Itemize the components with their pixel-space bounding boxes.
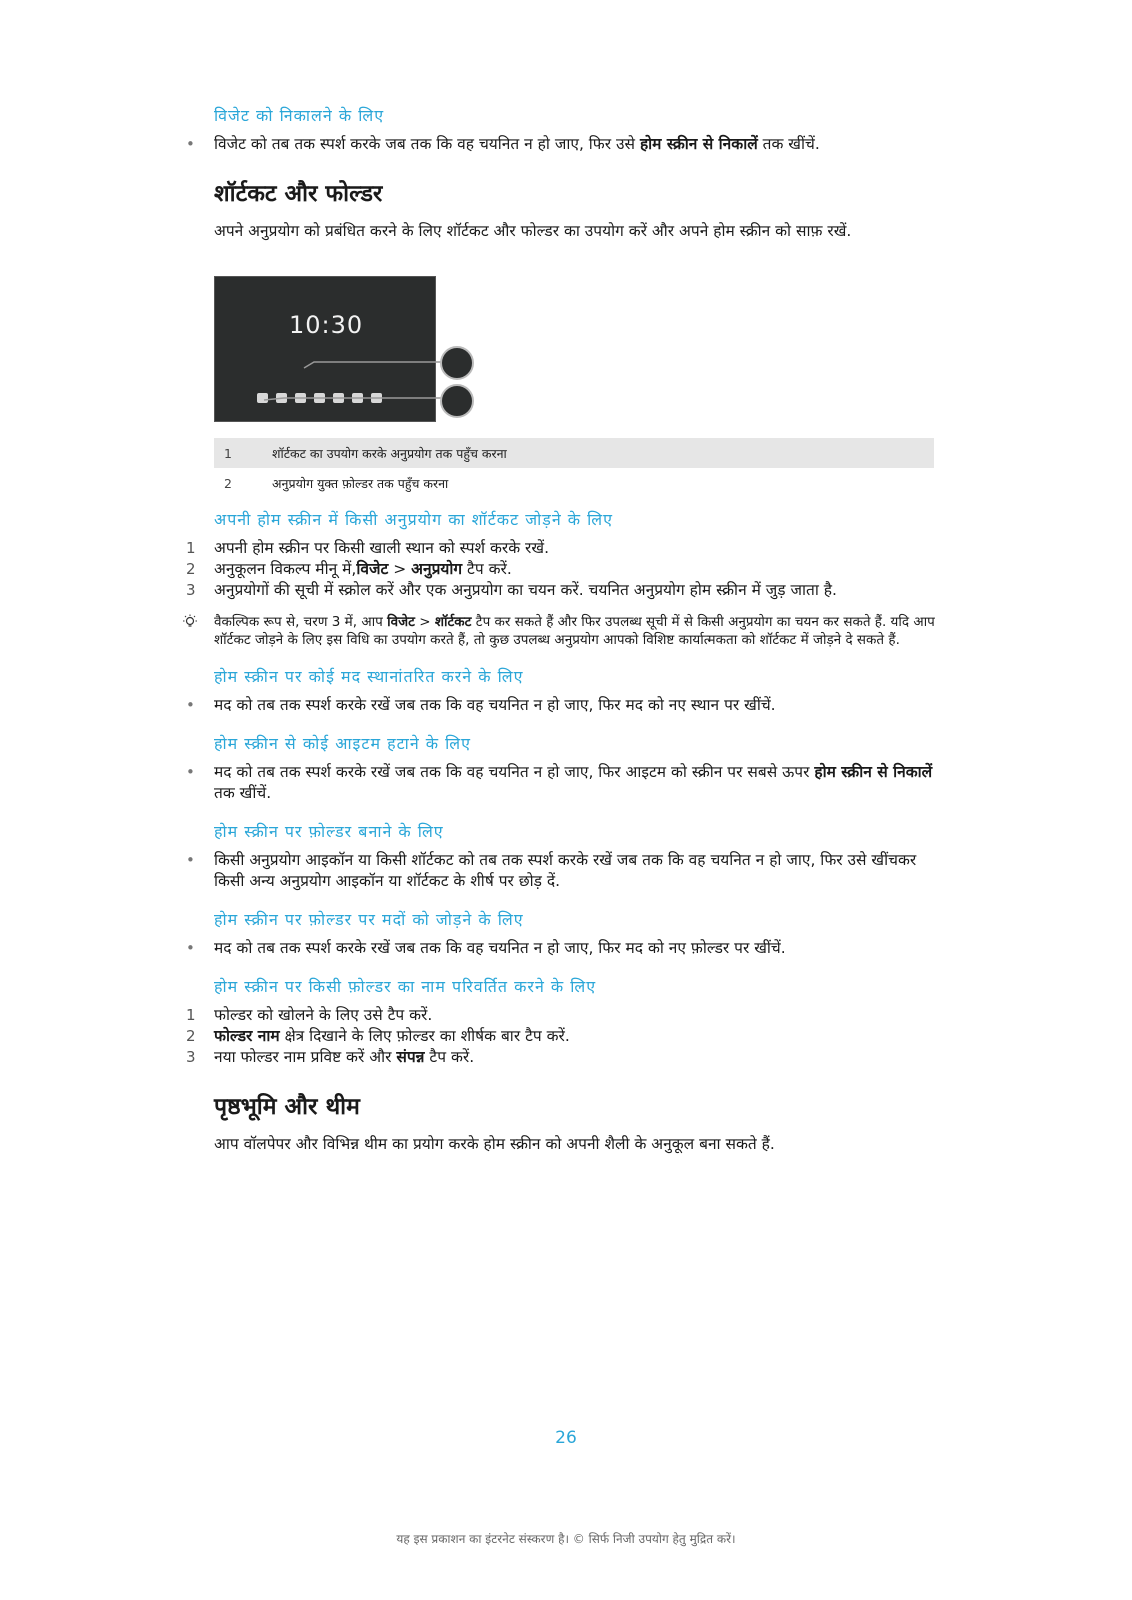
add-to-folder-heading: होम स्क्रीन पर फ़ोल्डर पर मदों को जोड़ने के लिए (214, 910, 524, 929)
add-to-folder-bullet (186, 938, 944, 959)
legend-row (214, 438, 934, 468)
step-text-end: टैप करें. (462, 560, 512, 578)
bullet-dot-icon: • (186, 851, 195, 869)
step-text: अनुप्रयोगों की सूची में स्क्रोल करें और एक अनुप्रयोग का चयन करें. चयनित अनुप्रयोग होम स्क्रीन में जुड़ जाता है. (214, 581, 837, 599)
step-text-end: क्षेत्र दिखाने के लिए फ़ोल्डर का शीर्षक बार टैप करें. (279, 1027, 570, 1045)
bullet-dot-icon: • (186, 763, 195, 781)
tip-text-end: टैप कर सकते हैं और फिर उपलब्ध सूची में से किसी अनुप्रयोग का चयन कर सकते हैं. यदि आप शॉर्टकट जोड़ने के लिए इस विधि का उपयोग करते हैं, तो कुछ उपलब्ध अनुप्रयोग आपको विशिष्ट कार्यात्मकता को शॉर्टकट में जोड़ने दे सकते हैं. (214, 614, 935, 648)
step-number: 2 (186, 1027, 196, 1045)
step-text: अपनी होम स्क्रीन पर किसी खाली स्थान को स्पर्श करके रखें. (214, 539, 549, 557)
page-footer: यह इस प्रकाशन का इंटरनेट संस्करण है। © सिर्फ निजी उपयोग हेतु मुद्रित करें। (396, 1532, 736, 1546)
legend-text: शॉर्टकट का उपयोग करके अनुप्रयोग तक पहुँच करना (272, 445, 507, 461)
step-number: 1 (186, 1006, 196, 1024)
step-item (186, 538, 944, 559)
tip-box (214, 613, 944, 649)
clock-widget: 10:30 (289, 311, 364, 339)
step-number: 2 (186, 560, 196, 578)
lightbulb-icon (182, 614, 198, 630)
move-item-bullet (186, 695, 944, 716)
remove-widget-bullet (186, 134, 944, 155)
figure-legend (214, 438, 934, 498)
background-intro: आप वॉलपेपर और विभिन्न थीम का प्रयोग करके होम स्क्रीन को अपनी शैली के अनुकूल बना सकते हैं. (214, 1135, 775, 1153)
shortcuts-intro: अपने अनुप्रयोग को प्रबंधित करने के लिए शॉर्टकट और फोल्डर का उपयोग करें और अपने होम स्क्रीन को साफ़ रखें. (214, 222, 852, 240)
step-item (186, 580, 944, 601)
delete-item-bullet (186, 762, 944, 804)
bullet-text: मद को तब तक स्पर्श करके रखें जब तक कि वह चयनित न हो जाए, फिर आइटम को स्क्रीन पर सबसे ऊपर (214, 763, 815, 781)
step-text: फोल्डर को खोलने के लिए उसे टैप करें. (214, 1006, 433, 1024)
tip-text: वैकल्पिक रूप से, चरण 3 में, आप (214, 614, 388, 630)
homescreen-figure (214, 270, 474, 430)
background-title: पृष्ठभूमि और थीम (214, 1094, 360, 1120)
step-item (186, 1005, 944, 1026)
remove-widget-heading: विजेट को निकालने के लिए (214, 106, 385, 125)
page-content (186, 106, 944, 1155)
step-text: नया फोल्डर नाम प्रविष्ट करें और (214, 1048, 397, 1066)
shortcuts-title: शॉर्टकट और फोल्डर (214, 181, 383, 207)
step-bold: संपन्न (396, 1048, 425, 1066)
bullet-text-end: तक खींचें. (757, 135, 820, 153)
move-item-heading: होम स्क्रीन पर कोई मद स्थानांतरित करने के लिए (214, 667, 524, 686)
step-item (186, 1026, 944, 1047)
step-item (186, 1047, 944, 1068)
create-folder-heading: होम स्क्रीन पर फ़ोल्डर बनाने के लिए (214, 822, 444, 841)
bullet-bold: होम स्क्रीन से निकालें (814, 763, 933, 781)
folder-callout-icon (440, 384, 474, 418)
bullet-bold: होम स्क्रीन से निकालें (639, 135, 758, 153)
step-number: 3 (186, 1048, 196, 1066)
create-folder-bullet (186, 850, 944, 892)
legend-number: 2 (224, 475, 232, 491)
bullet-text: किसी अनुप्रयोग आइकॉन या किसी शॉर्टकट को तब तक स्पर्श करके रखें जब तक कि वह चयनित न हो जाए, फिर उसे खींचकर किसी अन्य अनुप्रयोग आइकॉन या शॉर्टकट के शीर्ष पर छोड़ दें. (214, 851, 917, 890)
bullet-text-end: तक खींचें. (214, 784, 272, 802)
step-separator: > (388, 560, 412, 578)
step-bold: विजेट (356, 560, 389, 578)
legend-row (214, 468, 934, 498)
legend-number: 1 (224, 445, 232, 461)
delete-item-heading: होम स्क्रीन से कोई आइटम हटाने के लिए (214, 734, 472, 753)
step-bold: फोल्डर नाम (214, 1027, 280, 1045)
bullet-text: मद को तब तक स्पर्श करके रखें जब तक कि वह चयनित न हो जाए, फिर मद को नए स्थान पर खींचें. (214, 696, 776, 714)
add-shortcut-heading: अपनी होम स्क्रीन में किसी अनुप्रयोग का शॉर्टकट जोड़ने के लिए (214, 510, 613, 529)
tip-separator: > (414, 614, 435, 630)
bullet-text: मद को तब तक स्पर्श करके रखें जब तक कि वह चयनित न हो जाए, फिर मद को नए फ़ोल्डर पर खींचें. (214, 939, 786, 957)
bullet-dot-icon: • (186, 135, 195, 153)
shortcut-callout-icon (440, 346, 474, 380)
step-number: 1 (186, 539, 196, 557)
bullet-dot-icon: • (186, 939, 195, 957)
bullet-text: विजेट को तब तक स्पर्श करके जब तक कि वह चयनित न हो जाए, फिर उसे (214, 135, 640, 153)
step-text-end: टैप करें. (424, 1048, 475, 1066)
page-number: 26 (555, 1428, 577, 1448)
step-text: अनुकूलन विकल्प मीनू में, (214, 560, 357, 578)
legend-text: अनुप्रयोग युक्त फ़ोल्डर तक पहुँच करना (272, 475, 449, 491)
step-bold: अनुप्रयोग (411, 560, 463, 578)
tip-bold: विजेट (387, 614, 415, 630)
step-number: 3 (186, 581, 196, 599)
callout-lines (214, 270, 474, 430)
tip-bold: शॉर्टकट (434, 614, 472, 630)
step-item (186, 559, 944, 580)
rename-folder-heading: होम स्क्रीन पर किसी फ़ोल्डर का नाम परिवर्तित करने के लिए (214, 977, 597, 996)
bullet-dot-icon: • (186, 696, 195, 714)
